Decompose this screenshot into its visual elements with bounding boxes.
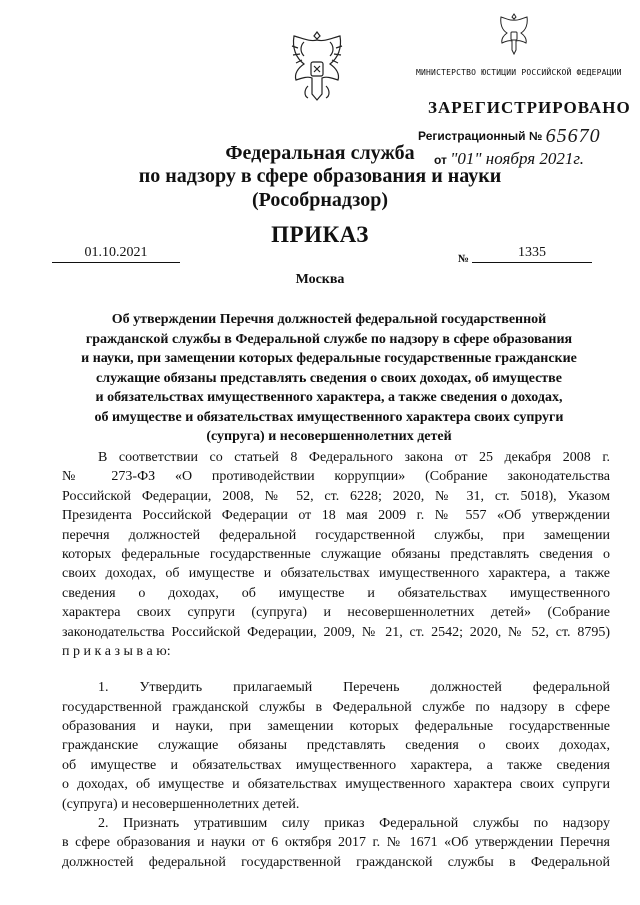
- stamp-coat-of-arms-icon: [496, 12, 532, 56]
- org-name-line-1: Федеральная служба: [225, 142, 415, 164]
- item-2-line: должностей федеральной государственной гражданской службы в Федеральной: [62, 854, 610, 870]
- item-1-line: 1. Утвердить прилагаемый Перечень должностей федеральной: [98, 680, 610, 696]
- heading-line: (супруга) и несовершеннолетних детей: [206, 429, 452, 444]
- item-1-line: гражданские служащие обязаны представлять сведения о своих доходах,: [62, 738, 610, 754]
- item-1-line: (супруга) и несовершеннолетних детей.: [62, 796, 300, 812]
- item-1-line: об имуществе и обязательствах имущественного характера, а также сведения: [62, 757, 610, 773]
- item-1-line: государственной гражданской службы в Федеральной службе по надзору в сфере: [62, 699, 610, 715]
- heading-line: Об утверждении Перечня должностей федеральной государственной: [111, 312, 547, 327]
- item-2-line: 2. Признать утратившим силу приказ Федеральной службы по надзору: [98, 816, 610, 832]
- stamp-ministry: МИНИСТЕРСТВО ЮСТИЦИИ РОССИЙСКОЙ ФЕДЕРАЦИИ: [416, 68, 622, 77]
- number-sign: №: [458, 253, 470, 265]
- preamble-line: перечня должностей федеральной государственной службы, при замещении: [62, 527, 610, 543]
- stamp-date-value: "01" ноября 2021г.: [450, 149, 585, 168]
- preamble-line: п р и к а з ы в а ю:: [62, 643, 171, 659]
- heading-line: гражданской службы в Федеральной службе по надзору в сфере образования: [85, 331, 573, 347]
- stamp-date-prefix: от: [434, 153, 447, 167]
- item-1: [62, 678, 610, 814]
- preamble: [62, 448, 610, 661]
- preamble-line: сведения о доходах, об имуществе и обязательствах имущественного: [62, 585, 610, 601]
- preamble-line: Президента Российской Федерации от 18 мая 2009 г. № 557 «Об утверждении: [62, 508, 610, 524]
- preamble-line: № 273-ФЗ «О противодействии коррупции» (Собрание законодательства: [62, 469, 610, 485]
- document-type: ПРИКАЗ: [271, 222, 369, 247]
- stamp-status: ЗАРЕГИСТРИРОВАНО: [428, 98, 631, 117]
- item-1-line: о доходах, об имуществе и обязательствах имущественного характера своих супруги: [62, 777, 610, 793]
- order-heading: [56, 310, 602, 447]
- city: Москва: [295, 272, 345, 287]
- preamble-line: законодательства Российской Федерации, 2009, № 21, ст. 2542; 2020, № 52, ст. 8795): [62, 624, 610, 640]
- preamble-line: которых федеральные государственные служащие обязаны представлять сведения о: [62, 546, 610, 562]
- item-2: [62, 814, 610, 872]
- stamp-reg-number: 65670: [545, 125, 601, 147]
- order-body: [62, 448, 610, 872]
- coat-of-arms-icon: [284, 28, 350, 104]
- heading-line: служащие обязаны представлять сведения о своих доходах, об имуществе: [96, 370, 562, 386]
- org-name-line-2: по надзору в сфере образования и науки: [138, 165, 502, 187]
- preamble-line: Российской Федерации, 2008, № 52, ст. 6228; 2020, № 31, ст. 5018), Указом: [62, 488, 610, 504]
- heading-line: и обязательствах имущественного характера, а также сведения о доходах,: [95, 390, 563, 405]
- order-date: 01.10.2021: [52, 245, 180, 263]
- order-number: 1335: [472, 245, 592, 263]
- heading-line: и науки, при замещении которых федеральные государственные гражданские: [81, 351, 577, 366]
- preamble-line: своих доходах, об имуществе и обязательствах имущественного характера, а также: [62, 566, 610, 582]
- item-2-line: в сфере образования и науки от 6 октября 2017 г. № 1671 «Об утверждении Перечня: [62, 835, 610, 851]
- preamble-line: В соответствии со статьей 8 Федерального закона от 25 декабря 2008 г.: [98, 450, 610, 465]
- stamp-reg-label: Регистрационный №: [418, 129, 543, 143]
- preamble-line: характера своих супруги (супруга) и несовершеннолетних детей» (Собрание: [62, 605, 610, 621]
- item-1-line: образования и науки, при замещении которых федеральные государственные: [62, 719, 610, 735]
- org-name-line-3: (Рособрнадзор): [252, 189, 388, 211]
- heading-line: об имуществе и обязательствах имущественного характера своих супруги: [94, 409, 564, 425]
- registration-stamp: [416, 12, 631, 168]
